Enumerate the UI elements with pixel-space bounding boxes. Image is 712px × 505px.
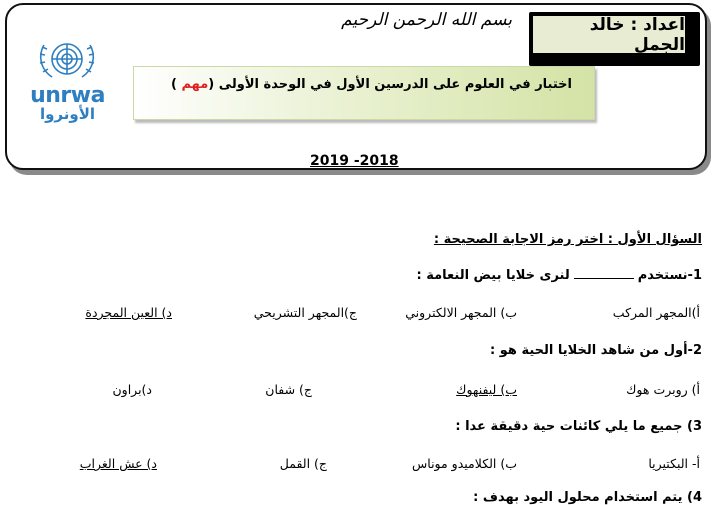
exam-title-end: ) (170, 77, 182, 92)
question-3: 3) جميع ما يلي كائنات حية دقيقة عدا : (455, 419, 702, 434)
q2-option-a: أ) روبرت هوك (626, 382, 700, 397)
school-year: 2019 -2018 (310, 153, 399, 169)
question-2: 2-أول من شاهد الخلايا الحية هو : (490, 343, 702, 358)
exam-title (171, 77, 572, 92)
q3-option-d: د) عش الغراب (79, 456, 157, 471)
q3-option-a: أ- البكتيريا (648, 456, 700, 471)
author-box (529, 12, 700, 66)
exam-title-box (133, 66, 595, 120)
exam-title-highlight: مهم (181, 77, 209, 92)
basmala: بسم الله الرحمن الرحيم (341, 10, 512, 30)
question-1-prefix: 1-نستخدم (637, 268, 702, 283)
question-1-suffix: لنرى خلايا بيض النعامة : (416, 268, 570, 283)
un-emblem-icon (20, 35, 115, 83)
q1-option-b: ب) المجهر الالكتروني (405, 305, 517, 320)
author-name: اعداد : خالد الجمل (532, 15, 686, 54)
unrwa-logo-latin: unrwa (30, 83, 105, 108)
q2-option-d: د)براون (112, 382, 152, 397)
q1-option-d: د) العين المجردة (85, 305, 172, 320)
question-1 (417, 266, 702, 283)
q3-option-c: ج) القمل (279, 456, 327, 471)
exam-title-main: اختبار في العلوم على الدرسين الأول في الوحدة الأولى ( (208, 77, 572, 92)
q1-option-c: ج)المجهر التشريحي (253, 305, 357, 320)
question-4: 4) يتم استخدام محلول اليود بهدف : (473, 490, 702, 505)
section-title: السؤال الأول : اختر رمز الاجابة الصحيحة : (433, 232, 702, 247)
unrwa-logo (20, 35, 115, 123)
q1-option-a: أ)المجهر المركب (612, 305, 700, 320)
unrwa-logo-arabic: الأونروا (39, 105, 96, 123)
q2-option-b: ب) ليفنهوك (456, 382, 517, 397)
q3-option-b: ب) الكلاميدو موناس (412, 456, 517, 471)
answer-blank (574, 266, 634, 279)
q2-option-c: ج) شفان (265, 382, 312, 397)
